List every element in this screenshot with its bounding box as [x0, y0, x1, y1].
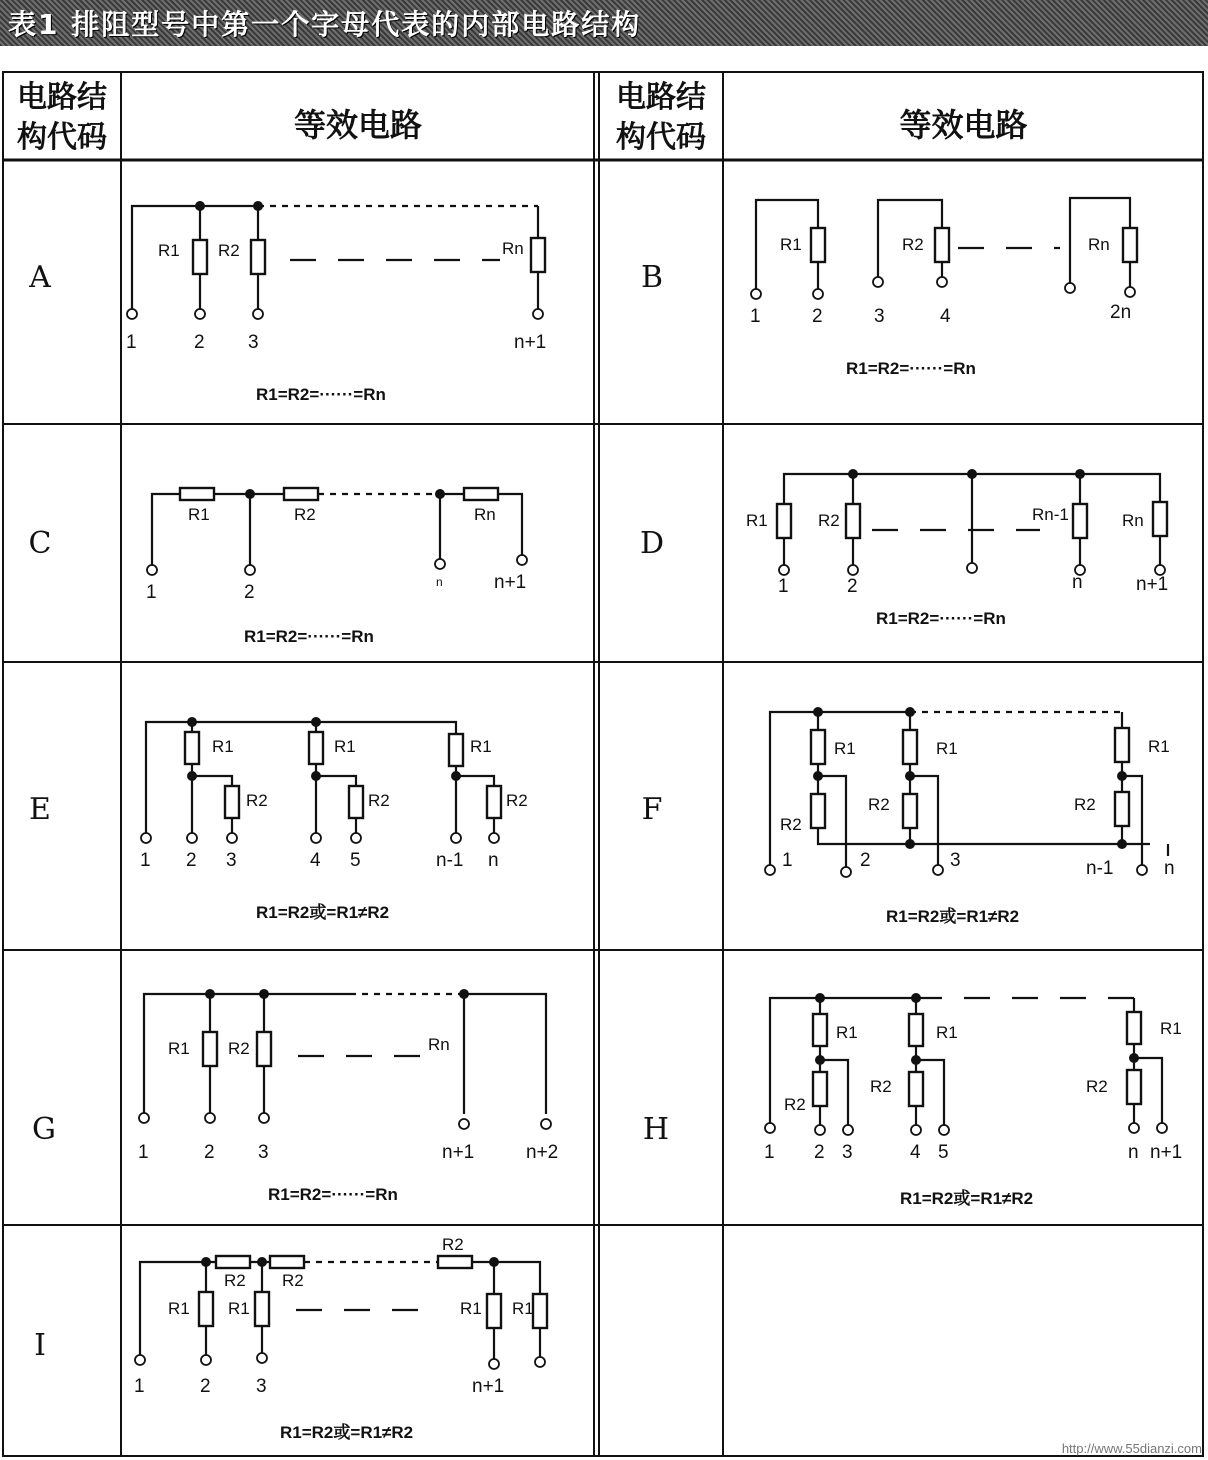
label-R2: R2	[780, 815, 802, 834]
label-R2: R2	[224, 1271, 246, 1290]
label-R1-2: R1	[936, 739, 958, 758]
code-H: H	[642, 1112, 670, 1147]
terminal-1: 1	[126, 332, 137, 353]
label-R1-n1: R1	[512, 1299, 534, 1318]
terminal-3: 3	[226, 850, 237, 871]
formula-B: R1=R2=······=Rn	[846, 359, 976, 378]
label-R2-n: R2	[442, 1235, 464, 1254]
label-R2: R2	[902, 235, 924, 254]
formula-E: R1=R2或=R1≠R2	[256, 903, 390, 922]
terminal-2: 2	[814, 1142, 825, 1163]
code-header-line1-right: 电路结	[616, 80, 706, 115]
terminal-2: 2	[204, 1142, 215, 1163]
terminal-1: 1	[782, 850, 793, 871]
terminal-1: 1	[750, 306, 761, 327]
terminal-n1: n+1	[1150, 1142, 1183, 1163]
label-R2-n: R2	[1074, 795, 1096, 814]
label-R1: R1	[168, 1299, 190, 1318]
label-R2: R2	[218, 241, 240, 260]
terminal-2n: 2n	[1110, 302, 1132, 323]
label-Rn: Rn	[428, 1035, 450, 1054]
label-R1: R1	[168, 1039, 190, 1058]
circuit-column-header-right: 等效电路	[899, 106, 1028, 144]
formula-D: R1=R2=······=Rn	[876, 609, 1006, 628]
terminal-4: 4	[310, 850, 321, 871]
terminal-n2: n+2	[526, 1142, 559, 1163]
terminal-1: 1	[140, 850, 151, 871]
label-Rn-1: Rn-1	[1032, 505, 1069, 524]
label-R1: R1	[834, 739, 856, 758]
terminal-2: 2	[847, 576, 858, 597]
terminal-3: 3	[874, 306, 885, 327]
terminal-n1: n+1	[1136, 574, 1169, 595]
code-header-line1: 电路结	[17, 80, 107, 115]
terminal-n1: n+1	[442, 1142, 475, 1163]
terminal-n-1: n-1	[436, 850, 464, 871]
code-G: G	[32, 1112, 56, 1147]
terminal-n1: n+1	[514, 332, 547, 353]
terminal-5: 5	[350, 850, 361, 871]
label-R2: R2	[818, 511, 840, 530]
terminal-1: 1	[146, 582, 157, 603]
code-header-line2-right: 构代码	[616, 120, 706, 155]
terminal-5: 5	[938, 1142, 949, 1163]
label-Rn: Rn	[1122, 511, 1144, 530]
terminal-n: n	[1128, 1142, 1139, 1163]
terminal-2: 2	[186, 850, 197, 871]
label-R1: R1	[746, 511, 768, 530]
terminal-1: 1	[134, 1376, 145, 1397]
code-C: C	[28, 526, 52, 561]
code-E: E	[29, 792, 51, 827]
terminal-n1: n+1	[494, 572, 527, 593]
code-I: I	[34, 1328, 46, 1363]
label-R2: R2	[294, 505, 316, 524]
label-R1-2: R1	[334, 737, 356, 756]
terminal-1: 1	[764, 1142, 775, 1163]
terminal-3: 3	[950, 850, 961, 871]
label-R2-2: R2	[870, 1077, 892, 1096]
label-R2-2: R2	[282, 1271, 304, 1290]
label-R2-2: R2	[868, 795, 890, 814]
terminal-n: n	[1072, 572, 1083, 593]
formula-A: R1=R2=······=Rn	[256, 385, 386, 404]
label-R1-2: R1	[936, 1023, 958, 1042]
circuit-column-header: 等效电路	[293, 106, 422, 144]
terminal-3: 3	[842, 1142, 853, 1163]
terminal-2: 2	[812, 306, 823, 327]
terminal-2: 2	[194, 332, 205, 353]
terminal-3: 3	[248, 332, 259, 353]
label-R2-n: R2	[1086, 1077, 1108, 1096]
terminal-1: 1	[138, 1142, 149, 1163]
formula-H: R1=R2或=R1≠R2	[900, 1189, 1034, 1208]
terminal-3: 3	[256, 1376, 267, 1397]
label-R1: R1	[836, 1023, 858, 1042]
terminal-n: n	[1164, 858, 1175, 879]
terminal-1: 1	[778, 576, 789, 597]
terminal-n: n	[436, 575, 443, 589]
table-title: 表1 排阻型号中第一个字母代表的内部电路结构	[8, 8, 642, 41]
terminal-n-1: n-1	[1086, 858, 1114, 879]
label-R2-n: R2	[506, 791, 528, 810]
label-R1-n: R1	[1148, 737, 1170, 756]
terminal-3: 3	[258, 1142, 269, 1163]
label-R1: R1	[158, 241, 180, 260]
terminal-4: 4	[940, 306, 951, 327]
terminal-2: 2	[860, 850, 871, 871]
code-A: A	[29, 260, 51, 295]
terminal-n: n	[488, 850, 499, 871]
formula-G: R1=R2=······=Rn	[268, 1185, 398, 1204]
label-R1: R1	[780, 235, 802, 254]
terminal-n1: n+1	[472, 1376, 505, 1397]
formula-I: R1=R2或=R1≠R2	[280, 1423, 414, 1442]
watermark: http://www.55dianzi.com	[1061, 1441, 1202, 1456]
formula-F: R1=R2或=R1≠R2	[886, 907, 1020, 926]
terminal-4: 4	[910, 1142, 921, 1163]
label-R2: R2	[246, 791, 268, 810]
label-Rn: Rn	[1088, 235, 1110, 254]
label-Rn: Rn	[502, 239, 524, 258]
code-D: D	[639, 526, 665, 561]
label-R1-n: R1	[470, 737, 492, 756]
label-R2-2: R2	[368, 791, 390, 810]
label-R1: R1	[188, 505, 210, 524]
code-header-line2: 构代码	[17, 120, 107, 155]
formula-C: R1=R2=······=Rn	[244, 627, 374, 646]
label-R1-n: R1	[460, 1299, 482, 1318]
label-R2: R2	[228, 1039, 250, 1058]
label-R2: R2	[784, 1095, 806, 1114]
label-R1: R1	[212, 737, 234, 756]
label-R1-n: R1	[1160, 1019, 1182, 1038]
terminal-2: 2	[244, 582, 255, 603]
code-F: F	[641, 792, 663, 827]
label-Rn: Rn	[474, 505, 496, 524]
label-R1-2: R1	[228, 1299, 250, 1318]
code-B: B	[640, 260, 664, 295]
terminal-2: 2	[200, 1376, 211, 1397]
